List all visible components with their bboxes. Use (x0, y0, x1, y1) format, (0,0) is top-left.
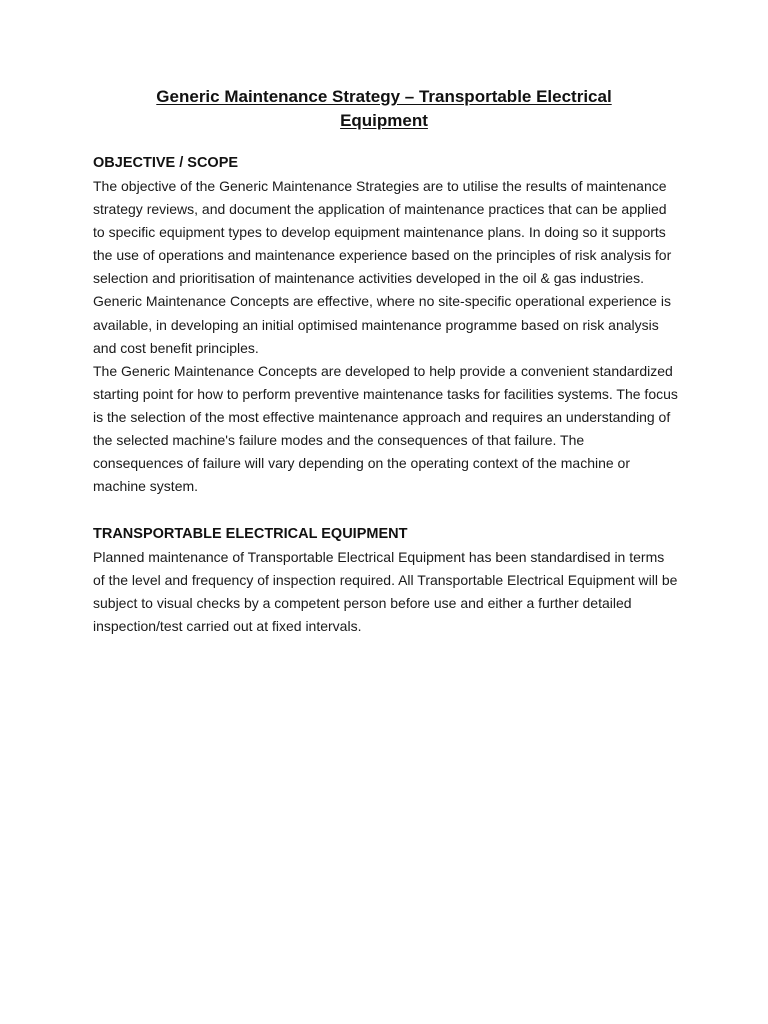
section-objective-scope (93, 152, 678, 498)
document-title (93, 85, 675, 133)
paragraph-transportable-1: Planned maintenance of Transportable Electrical Equipment has been standardised in terms of the level and frequency of inspection required. All Transportable Electrical Equipment will be subject to visual checks by a competent person before use and either a further detailed inspection/test carried out at fixed intervals. (93, 549, 678, 635)
paragraph-objective-3: The Generic Maintenance Concepts are developed to help provide a convenient standardized starting point for how to perform preventive maintenance tasks for facilities systems. The focus is the selection of the most effective maintenance approach and requires an understanding of the selected machine's failure modes and the consequences of that failure. The consequences of failure will vary depending on the operating context of the machine or machine system. (93, 362, 678, 495)
document-title-line-2: Equipment (340, 111, 428, 130)
document-title-line-1: Generic Maintenance Strategy – Transportable Electrical (156, 87, 612, 106)
paragraph-objective-2: Generic Maintenance Concepts are effective, where no site-specific operational experience is available, in developing an initial optimised maintenance programme based on risk analysis and cost benefit principles. (93, 293, 671, 356)
paragraph-objective-1: The objective of the Generic Maintenance Strategies are to utilise the results of maintenance strategy reviews, and document the application of maintenance practices that can be applied to specific equipment types to develop equipment maintenance plans. In doing so it supports the use of operations and maintenance experience based on the principles of risk analysis for selection and prioritisation of maintenance activities developed in the oil & gas industries. (93, 178, 672, 287)
section-transportable-electrical-equipment (93, 523, 678, 638)
section-heading-objective-scope: OBJECTIVE / SCOPE (93, 155, 239, 171)
section-heading-transportable-electrical-equipment: TRANSPORTABLE ELECTRICAL EQUIPMENT (93, 526, 408, 542)
